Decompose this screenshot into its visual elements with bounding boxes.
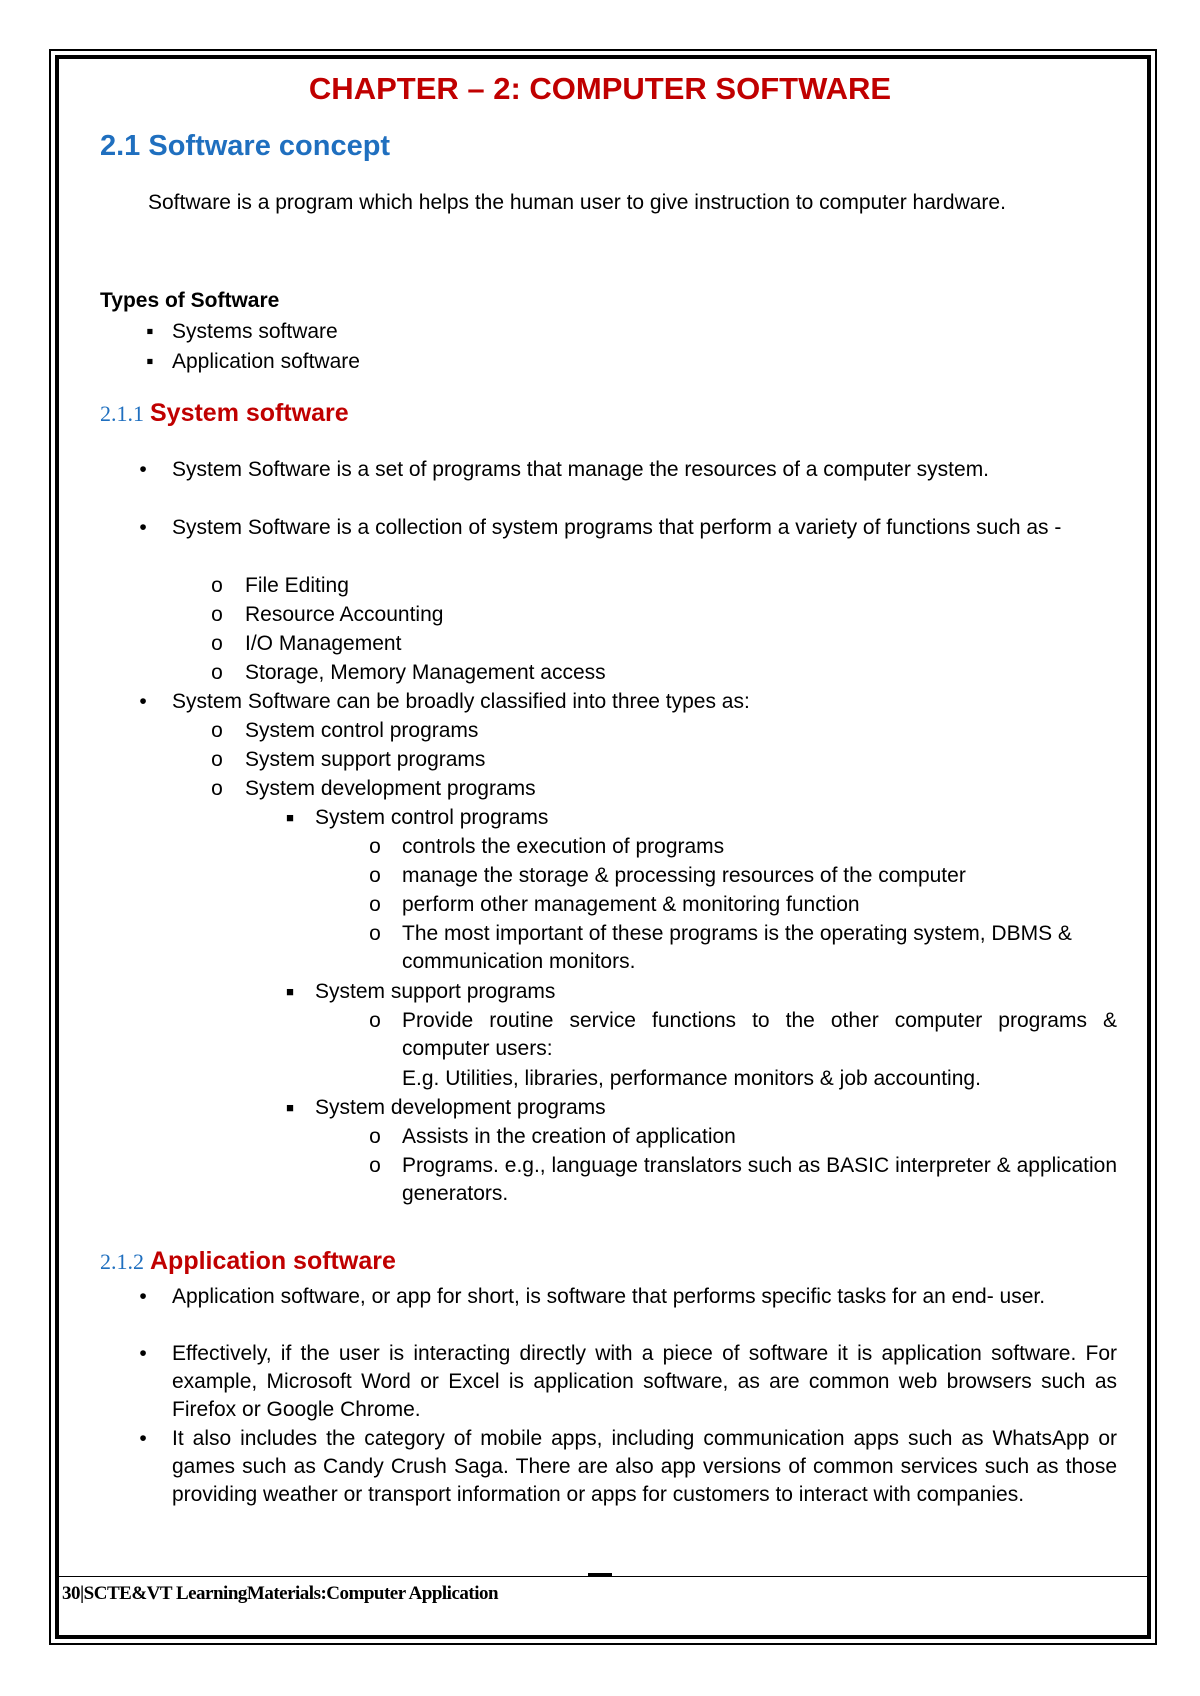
development-label: System development programs [315,1096,606,1119]
circle-bullet-icon: o [211,574,223,597]
bullet-dot-icon: • [139,690,147,713]
circle-bullet-icon: o [369,893,381,916]
chapter-title: CHAPTER – 2: COMPUTER SOFTWARE [308,71,892,106]
circle-bullet-icon: o [211,661,223,684]
type-item: System development programs [245,777,536,800]
circle-bullet-icon: o [369,1154,381,1177]
support-example: E.g. Utilities, libraries, performance monitors & job accounting. [402,1067,981,1090]
type-item: Systems software [172,320,338,343]
intro-paragraph [100,189,1117,217]
circle-bullet-icon: o [211,719,223,742]
circle-bullet-icon: o [211,777,223,800]
application-item: Effectively, if the user is interacting directly with a piece of software it is application software. For example, Microsoft Word or Excel is application software, as are common web browsers such as Firefox or Google Chrome. [172,1342,1117,1421]
footer-text: 30|SCTE&VT LearningMaterials:Computer Application [62,1583,499,1604]
function-item: Resource Accounting [245,603,444,626]
type-item: Application software [172,350,360,373]
control-point: The most important of these programs is the operating system, DBMS & communication monitors. [402,922,1072,973]
types-heading: Types of Software [100,289,280,312]
circle-bullet-icon: o [369,864,381,887]
application-software-heading [100,1245,396,1278]
circle-bullet-icon: o [369,922,381,945]
intro-text: Software is a program which helps the human user to give instruction to computer hardware. [148,191,1006,214]
system-item: System Software is a collection of system programs that perform a variety of functions such as - [172,516,1062,539]
subsection-title: Application software [150,1247,396,1275]
application-item: Application software, or app for short, is software that performs specific tasks for an end- user. [172,1285,1046,1308]
function-item: I/O Management [245,632,402,655]
circle-bullet-icon: o [211,748,223,771]
bullet-dot-icon: • [139,1342,147,1365]
dash-bullet-icon: ▪ [146,320,154,343]
system-item: System Software can be broadly classified into three types as: [172,690,750,713]
control-point: manage the storage & processing resources of the computer [402,864,966,887]
circle-bullet-icon: o [369,835,381,858]
type-item: System support programs [245,748,486,771]
bullet-dot-icon: • [139,1285,147,1308]
footer-rule [59,1576,1147,1577]
circle-bullet-icon: o [211,632,223,655]
square-bullet-icon: ■ [286,810,294,825]
system-software-heading [100,397,349,430]
subsection-number: 2.1.2 [100,1249,144,1274]
subsection-title: System software [150,399,349,427]
function-item: Storage, Memory Management access [245,661,606,684]
subsection-number: 2.1.1 [100,401,144,426]
circle-bullet-icon: o [369,1009,381,1032]
development-point: Programs. e.g., language translators such as BASIC interpreter & application generators. [402,1154,1117,1205]
section-heading: 2.1 Software concept [100,130,391,162]
support-point: Provide routine service functions to the other computer programs & computer users: [402,1009,1117,1060]
dash-bullet-icon: ▪ [146,350,154,373]
control-point: perform other management & monitoring function [402,893,860,916]
development-point: Assists in the creation of application [402,1125,736,1148]
bullet-dot-icon: • [139,458,147,481]
type-item: System control programs [245,719,479,742]
application-item: It also includes the category of mobile apps, including communication apps such as WhatsApp or games such as Candy Crush Saga. There are also app versions of common services such as those providing weather or transport information or apps for customers to interact with companies. [172,1427,1117,1506]
bullet-dot-icon: • [139,516,147,539]
control-label: System control programs [315,806,549,829]
support-label: System support programs [315,980,556,1003]
square-bullet-icon: ■ [286,984,294,999]
circle-bullet-icon: o [211,603,223,626]
system-item: System Software is a set of programs that manage the resources of a computer system. [172,458,990,481]
function-item: File Editing [245,574,349,597]
bullet-dot-icon: • [139,1427,147,1450]
square-bullet-icon: ■ [286,1100,294,1115]
control-point: controls the execution of programs [402,835,725,858]
circle-bullet-icon: o [369,1125,381,1148]
